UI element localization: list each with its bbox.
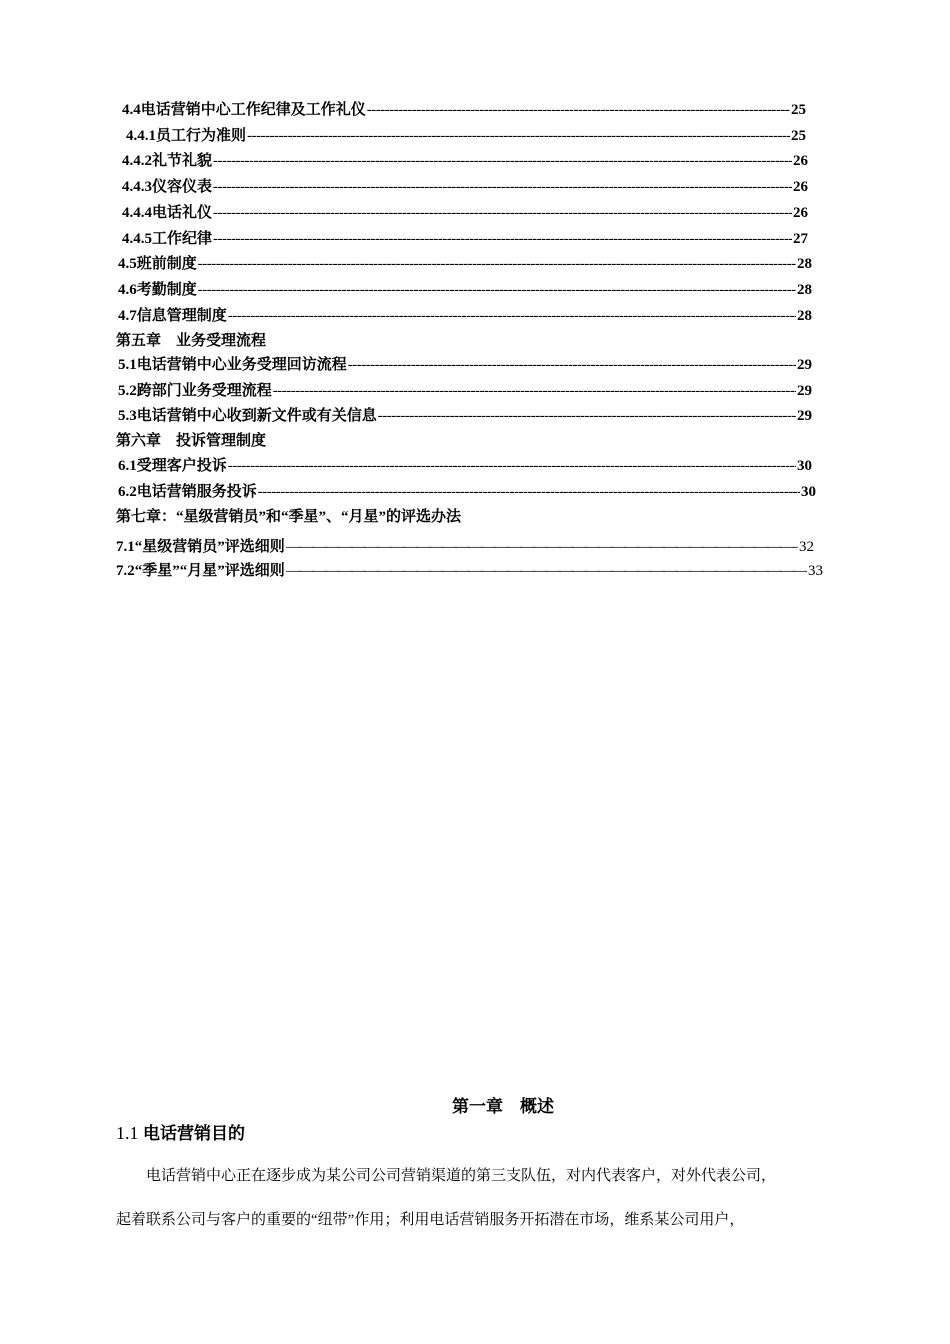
toc-entry-number: 7.1 <box>116 539 135 555</box>
toc-entry[interactable] <box>116 536 814 558</box>
toc-entry-number: 7.2 <box>116 563 135 579</box>
toc-entry-title: 电话礼仪 <box>152 205 213 221</box>
toc-entry-page: 30 <box>797 458 812 474</box>
toc-leader <box>258 481 800 503</box>
toc-entry-number: 4.5 <box>118 256 137 272</box>
toc-chapter-heading[interactable]: 第六章 投诉管理制度 <box>116 433 267 449</box>
toc-entry-page: 33 <box>808 563 823 579</box>
toc-entry[interactable] <box>118 405 812 427</box>
toc-entry[interactable] <box>122 176 808 198</box>
toc-leader <box>228 305 796 327</box>
toc-entry[interactable] <box>118 380 812 402</box>
toc-leader <box>367 99 790 121</box>
toc-entry-page: 27 <box>793 231 808 247</box>
toc-entry-number: 4.4 <box>122 102 141 118</box>
toc-entry-page: 26 <box>793 153 808 169</box>
toc-leader <box>348 354 796 376</box>
toc-entry-page: 25 <box>791 128 806 144</box>
toc-entry-title: 电话营销中心业务受理回访流程 <box>136 357 347 373</box>
toc-entry-number: 6.2 <box>118 484 137 500</box>
paragraph-line: 起着联系公司与客户的重要的“纽带”作用；利用电话营销服务开拓潜在市场，维系某公司用户， <box>116 1212 745 1228</box>
toc-chapter-heading[interactable]: 第五章 业务受理流程 <box>116 333 267 349</box>
toc-entry-title: 电话营销中心收到新文件或有关信息 <box>136 408 377 424</box>
toc-leader <box>213 202 792 224</box>
toc-entry-title: 仪容仪表 <box>152 179 213 195</box>
section-number: 1.1 <box>116 1123 139 1143</box>
toc-entry-page: 29 <box>797 408 812 424</box>
toc-entry-title: 跨部门业务受理流程 <box>136 383 272 399</box>
toc-entry-title: 信息管理制度 <box>136 308 227 324</box>
toc-entry-page: 28 <box>797 282 812 298</box>
toc-entry-number: 4.4.5 <box>122 231 152 247</box>
toc-entry-page: 25 <box>791 102 806 118</box>
toc-entry[interactable] <box>122 202 808 224</box>
toc-entry-page: 29 <box>797 357 812 373</box>
toc-leader <box>213 150 792 172</box>
toc-entry[interactable] <box>118 455 812 477</box>
toc-entry[interactable] <box>118 354 812 376</box>
toc-leader <box>286 536 798 558</box>
toc-entry[interactable] <box>122 99 806 121</box>
toc-entry-number: 4.4.1 <box>126 128 156 144</box>
toc-entry-title: 电话营销服务投诉 <box>136 484 257 500</box>
toc-entry[interactable] <box>122 150 808 172</box>
toc-entry-page: 32 <box>799 539 814 555</box>
toc-leader <box>273 380 796 402</box>
toc-entry-title: 工作纪律 <box>152 231 213 247</box>
toc-entry-number: 5.2 <box>118 383 137 399</box>
toc-entry[interactable] <box>118 305 812 327</box>
toc-entry-title: “星级营销员”评选细则 <box>134 539 285 555</box>
toc-entry[interactable] <box>118 481 816 503</box>
toc-entry-number: 4.4.2 <box>122 153 152 169</box>
toc-entry-page: 26 <box>793 179 808 195</box>
toc-leader <box>198 253 796 275</box>
toc-entry[interactable] <box>118 279 812 301</box>
toc-entry-number: 4.4.4 <box>122 205 152 221</box>
toc-entry-title: “季星”“月星”评选细则 <box>134 563 285 579</box>
chapter-title: 第一章 概述 <box>452 1097 554 1116</box>
toc-entry[interactable] <box>118 253 812 275</box>
toc-leader <box>213 228 792 250</box>
toc-entry[interactable] <box>116 560 823 582</box>
toc-entry-number: 4.6 <box>118 282 137 298</box>
toc-entry-number: 5.1 <box>118 357 137 373</box>
toc-entry-title: 考勤制度 <box>136 282 197 298</box>
toc-entry-title: 礼节礼貌 <box>152 153 213 169</box>
toc-entry-number: 4.4.3 <box>122 179 152 195</box>
section-heading <box>116 1119 245 1144</box>
toc-leader <box>378 405 796 427</box>
toc-entry-page: 26 <box>793 205 808 221</box>
toc-entry-title: 员工行为准则 <box>156 128 247 144</box>
toc-entry-number: 4.7 <box>118 308 137 324</box>
toc-entry-page: 30 <box>801 484 816 500</box>
section-title: 电话营销目的 <box>143 1124 245 1143</box>
toc-entry-number: 6.1 <box>118 458 137 474</box>
toc-leader <box>228 455 796 477</box>
toc-entry-title: 班前制度 <box>136 256 197 272</box>
toc-entry-title: 电话营销中心工作纪律及工作礼仪 <box>140 102 366 118</box>
toc-entry-title: 受理客户投诉 <box>136 458 227 474</box>
toc-entry-page: 29 <box>797 383 812 399</box>
toc-leader <box>213 176 792 198</box>
toc-entry-number: 5.3 <box>118 408 137 424</box>
toc-entry-page: 28 <box>797 308 812 324</box>
toc-leader <box>247 125 790 147</box>
toc-leader <box>198 279 796 301</box>
paragraph-line: 电话营销中心正在逐步成为某公司公司营销渠道的第三支队伍，对内代表客户，对外代表公司， <box>116 1168 777 1184</box>
toc-chapter-heading[interactable]: 第七章：“星级营销员”和“季星”、“月星”的评选办法 <box>116 509 462 525</box>
toc-leader <box>286 560 807 582</box>
toc-entry[interactable] <box>122 228 808 250</box>
toc-entry[interactable] <box>126 125 806 147</box>
toc-entry-page: 28 <box>797 256 812 272</box>
